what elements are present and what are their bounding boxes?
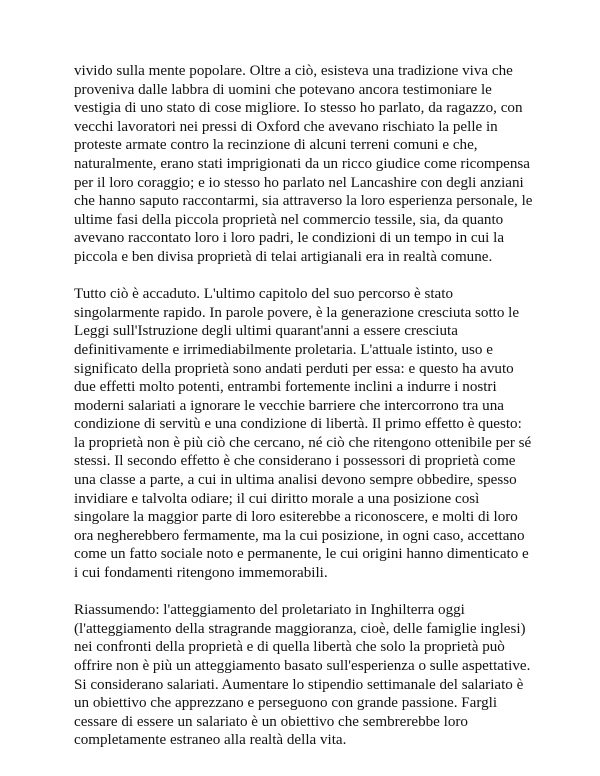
- text-line: proveniva dalle labbra di uomini che potevano ancora testimoniare le: [74, 81, 492, 98]
- text-line: proteste armate contro la recinzione di alcuni terreni comuni e che,: [74, 137, 478, 154]
- paragraph-2: [74, 285, 534, 583]
- text-line: completamente estraneo alla realtà della vita.: [74, 732, 347, 749]
- text-line: un obiettivo che apprezzano e perseguono con grande passione. Fargli: [74, 695, 498, 712]
- text-line: Tutto ciò è accaduto. L'ultimo capitolo del suo percorso è stato: [74, 286, 454, 303]
- text-line: vivido sulla mente popolare. Oltre a ciò, esisteva una tradizione viva che: [74, 63, 513, 79]
- text-line: la proprietà non è più ciò che cercano, né ciò che ritengono ottenibile per sé: [74, 434, 532, 451]
- text-line: per il loro coraggio; e io stesso ho parlato nel Lancashire con degli anziani: [74, 174, 524, 191]
- text-line: significato della proprietà sono andati perduti per essa: e questo ha avuto: [74, 360, 514, 377]
- text-line: definitivamente e irrimediabilmente proletaria. L'attuale istinto, uso e: [74, 341, 493, 358]
- text-line: invidiare e talvolta odiare; il cui diritto morale a una posizione così: [74, 490, 480, 507]
- text-line: Riassumendo: l'atteggiamento del proletariato in Inghilterra oggi: [74, 602, 465, 619]
- text-line: vestigia di uno stato di cose migliore. Io stesso ho parlato, da ragazzo, con: [74, 100, 523, 117]
- text-line: che hanno saputo raccontarmi, sia attraverso la loro esperienza personale, le: [74, 193, 533, 210]
- paragraph-1: [74, 62, 534, 267]
- text-line: condizione di servitù e una condizione di libertà. Il primo effetto è questo:: [74, 416, 522, 433]
- text-line: moderni salariati a ignorare le vecchie barriere che intercorrono tra una: [74, 397, 504, 414]
- text-line: singolare la maggior parte di loro esiterebbe a riconoscere, e molti di loro: [74, 509, 518, 526]
- document-page: [74, 62, 534, 769]
- text-line: due effetti molto potenti, entrambi fortemente inclini a indurre i nostri: [74, 379, 497, 396]
- text-line: naturalmente, erano stati imprigionati da un ricco giudice come ricompensa: [74, 155, 531, 172]
- text-line: offrire non è più un atteggiamento basato sull'esperienza o sulle aspettative.: [74, 658, 531, 674]
- text-line: cessare di essere un salariato è un obiettivo che sembrerebbe loro: [74, 713, 468, 730]
- text-line: come un fatto sociale noto e permanente, le cui origini hanno dimenticato e: [74, 546, 529, 563]
- text-line: stessi. Il secondo effetto è che considerano i possessori di proprietà come: [74, 453, 516, 470]
- text-line: Leggi sull'Istruzione degli ultimi quarant'anni a essere cresciuta: [74, 323, 458, 340]
- paragraph-3: [74, 601, 534, 750]
- text-line: una classe a parte, a cui in ultima analisi devono sempre obbedire, spesso: [74, 472, 517, 489]
- text-line: piccola e ben divisa proprietà di telai artigianali era in realtà comune.: [74, 248, 493, 265]
- text-line: (l'atteggiamento della stragrande maggioranza, cioè, delle famiglie inglesi): [74, 620, 526, 637]
- text-line: nei confronti della proprietà e di quella libertà che solo la proprietà può: [74, 639, 505, 656]
- text-line: i cui fondamenti ritengono immemorabili.: [74, 565, 328, 582]
- text-line: singolarmente rapido. In parole povere, è la generazione cresciuta sotto le: [74, 304, 520, 321]
- text-line: ora negherebbero fermamente, ma la cui posizione, in ogni caso, accettano: [74, 527, 525, 544]
- text-line: vecchi lavoratori nei pressi di Oxford che avevano rischiato la pelle in: [74, 118, 498, 135]
- text-line: Si considerano salariati. Aumentare lo stipendio settimanale del salariato è: [74, 676, 524, 693]
- text-line: ultime fasi della piccola proprietà nel commercio tessile, sia, da quanto: [74, 211, 504, 228]
- text-line: avevano raccontato loro i loro padri, le condizioni di un tempo in cui la: [74, 230, 505, 247]
